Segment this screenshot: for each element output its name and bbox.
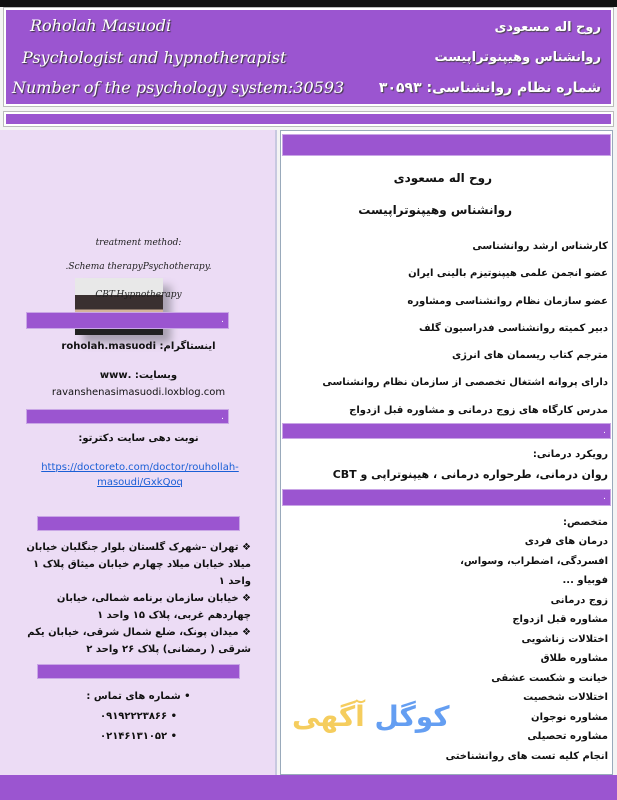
specialty: انجام کلیه تست های روانشناختی: [445, 750, 608, 762]
section-bar: .: [282, 489, 611, 506]
section-bar: [37, 516, 240, 531]
specialty: فوبیاو ...: [562, 575, 608, 586]
section-bar: .: [282, 423, 611, 439]
en-title: Psychologist and hypnotherapist: [22, 48, 287, 67]
specialty: مشاوره نوجوان: [531, 711, 608, 723]
specialty: اختلالات زناشویی: [521, 633, 608, 645]
section-bar: .: [26, 312, 229, 329]
treatment-2: CBT.Hypnotherapy: [95, 290, 182, 300]
en-name: Roholah Masuodi: [30, 16, 172, 35]
address-item: ❖ میدان پونک، ضلع شمال شرقی، خیابان یکم شرقی ( رمضانی) پلاک ۲۶ واحد ۲: [27, 627, 251, 655]
title: روانشناس وهیپنوتراپیست: [358, 203, 512, 217]
specialty: مشاوره قبل ازدواج: [512, 614, 608, 625]
credential: عضو سازمان نظام روانشناسی ومشاوره: [407, 295, 608, 307]
fa-number: شماره نظام روانشناسی: ۳۰۵۹۳: [378, 80, 601, 96]
watermark-logo: کوگل آگهی: [292, 700, 450, 733]
section-bar: [37, 664, 240, 679]
phone: • ۰۲۱۴۶۱۳۱۰۵۲: [99, 731, 177, 742]
credential: مدرس کارگاه های زوج درمانی و مشاوره قبل ازدواج: [349, 404, 608, 416]
phones-label: • شماره های تماس :: [86, 691, 191, 702]
top-bar: [0, 0, 617, 7]
specialty: اختلالات شخصیت: [523, 692, 608, 703]
specialty: درمان های فردی: [524, 536, 608, 547]
address-item: ❖ تهران –شهرک گلستان بلوار جنگلبان خیابان میلاد خیابان میلاد چهارم خیابان میثاق پلاک ۱ واحد ۱: [26, 542, 251, 587]
credential: مترجم کتاب ریسمان های انرژی: [451, 350, 608, 362]
right-panel: [280, 130, 613, 775]
specialty: افسردگی، اضطراب، وسواس،: [460, 555, 608, 567]
address-list: [26, 539, 251, 658]
website: ravanshenasimasuodi.loxblog.com: [51, 387, 226, 398]
instagram: اینستاگرام: roholah.masuodi: [61, 341, 216, 352]
phone: • ۰۹۱۹۲۲۲۳۸۶۶: [99, 711, 177, 722]
specialty: خیانت و شکست عشقی: [491, 672, 608, 684]
contact-section: [0, 516, 277, 747]
divider-bar: [4, 112, 613, 126]
section-bar: .: [26, 409, 229, 424]
specialties-list: [446, 532, 608, 766]
footer-bar: [0, 775, 617, 800]
left-panel: [0, 130, 277, 775]
credential: کارشناس ارشد روانشناسی: [472, 241, 608, 252]
specialty: زوج درمانی: [550, 594, 608, 606]
header-banner: [4, 8, 613, 106]
treatment-label: treatment method:: [95, 238, 182, 248]
credentials-list: [322, 233, 608, 424]
en-number: Number of the psychology system:30593: [12, 78, 345, 97]
name: روح اله مسعودی: [393, 171, 492, 185]
specialist-label: متخصص:: [563, 517, 608, 528]
specialty: مشاوره طلاق: [540, 653, 608, 664]
credential: دارای پروانه اشتغال تخصصی از سازمان نظام روانشناسی: [322, 377, 608, 389]
booking-label: نوبت دهی سایت دکترتو:: [78, 433, 199, 444]
approach: روان درمانی، طرحواره درمانی ، هیپنوتراپی و CBT: [332, 468, 608, 481]
treatment-1: .Schema therapyPsychotherapy.: [65, 262, 212, 272]
address-item: ❖ خیابان سازمان برنامه شمالی، خیابان چهاردهم غربی، پلاک ۱۵ واحد ۱: [56, 593, 251, 621]
credential: دبیر کمیته روانشناسی فدراسیون گلف: [418, 322, 608, 334]
booking-link[interactable]: https://doctoreto.com/doctor/rouhollah-masoudi/GxkQoq: [41, 462, 239, 488]
fa-title: روانشناس وهیپنوتراپیست: [434, 50, 601, 65]
specialty: مشاوره تحصیلی: [527, 731, 608, 742]
approach-label: رویکرد درمانی:: [532, 449, 608, 460]
section-bar: [282, 134, 611, 156]
website-label: وبسایت: .www: [99, 370, 178, 381]
credential: عضو انجمن علمی هیپنوتیزم بالینی ایران: [408, 268, 608, 280]
fa-name: روح اله مسعودی: [494, 20, 601, 35]
